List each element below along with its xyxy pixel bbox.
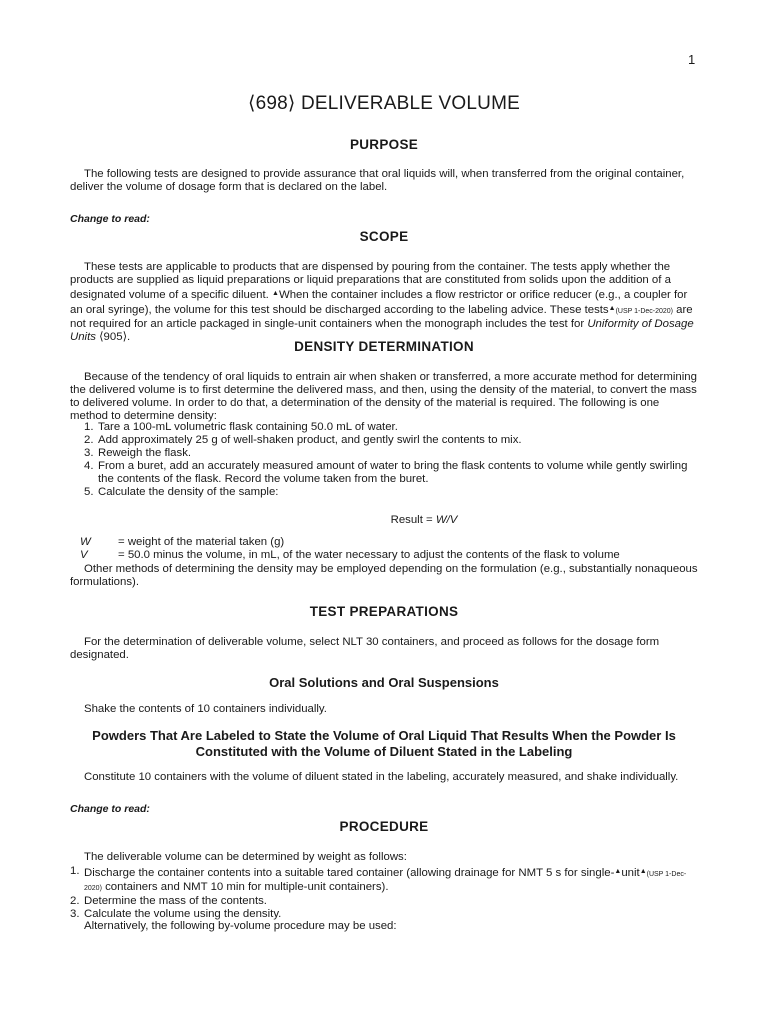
- test-preparations-heading: TEST PREPARATIONS: [309, 604, 459, 619]
- powders-heading: Powders That Are Labeled to State the Volume of Oral Liquid That Results When the Powder Is Constituted with the Volume of Diluent Stated in the Labeling: [92, 728, 676, 759]
- change-note: Change to read:: [70, 803, 150, 815]
- test-preparations-paragraph: For the determination of deliverable volume, select NLT 30 containers, and proceed as follows for the dosage form designated.: [70, 636, 660, 661]
- oral-solutions-heading: Oral Solutions and Oral Suspensions: [269, 675, 499, 690]
- list-item: 3. Reweigh the flask.: [84, 447, 192, 459]
- purpose-heading: PURPOSE: [349, 137, 419, 152]
- reference-title: Uniformity of Dosage Units: [70, 318, 694, 343]
- page-title: ⟨698⟩ DELIVERABLE VOLUME: [247, 93, 520, 114]
- revision-open-mark: ▲: [272, 290, 279, 297]
- list-item: 3. Calculate the volume using the density.: [70, 908, 282, 920]
- procedure-intro: The deliverable volume can be determined by weight as follows:: [84, 851, 407, 863]
- revision-close-mark: ▲: [608, 305, 616, 312]
- variable-definition: W = weight of the material taken (g): [80, 536, 285, 548]
- density-intro: Because of the tendency of oral liquids to entrain air when shaken or transferred, a more accurate method for determining the delivered volume is to first determine the delivered mass, and then, using the density of the material, to convert the mass to delivered volume. In order to do that, a determination of the density of the material is required. The following is one method to determine density:: [70, 371, 697, 422]
- list-item: 5. Calculate the density of the sample:: [84, 486, 279, 498]
- density-heading: DENSITY DETERMINATION: [294, 339, 474, 354]
- purpose-paragraph: The following tests are designed to provide assurance that oral liquids will, when transferred from the original container, deliver the volume of dosage form that is declared on the label.: [70, 168, 685, 193]
- list-item: 1. Tare a 100-mL volumetric flask containing 50.0 mL of water.: [84, 421, 398, 433]
- scope-paragraph: These tests are applicable to products that are dispensed by pouring from the container. The tests apply whether the products are supplied as liquid preparations or liquid preparations that are constituted from solids upon the addition of a designated volume of a specific diluent. ▲When the container includes a flow restrictor or orifice reducer (e.g., a coupler for an oral syringe), the volume for this test should be discharged according to the labeling advice. These tests▲(USP 1-Dec-2020) are not required for an article packaged in single-unit containers when the monograph includes the test for Uniformity of Dosage Units ⟨905⟩.: [70, 261, 694, 343]
- list-item: 2. Add approximately 25 g of well-shaken product, and gently swirl the contents to mix.: [84, 434, 522, 446]
- page-number: 1: [688, 52, 696, 67]
- list-item: 1. Discharge the container contents into a suitable tared container (allowing drainage for NMT 5 s for single-▲unit▲(USP 1-Dec-2020) containers and NMT 10 min for multiple-unit containers).: [70, 865, 687, 893]
- revision-date: (USP 1-Dec-2020): [615, 308, 674, 315]
- change-note: Change to read:: [70, 213, 150, 225]
- list-item: 4. From a buret, add an accurately measured amount of water to bring the flask contents to volume while gently swirling the contents of the flask. Record the volume taken from the buret.: [84, 460, 688, 485]
- density-other-methods: Other methods of determining the density may be employed depending on the formulation (e.g., substantially nonaqueous formulations).: [70, 563, 698, 588]
- scope-heading: SCOPE: [359, 229, 409, 244]
- revision-close-mark: ▲: [639, 868, 647, 875]
- density-steps: [70, 421, 698, 499]
- density-equation: Result = W/V: [390, 514, 458, 526]
- revision-open-mark: ▲: [614, 868, 622, 875]
- list-item: 2. Determine the mass of the contents.: [70, 895, 267, 907]
- procedure-heading: PROCEDURE: [339, 819, 429, 834]
- revision-date: (USP 1-Dec-2020): [84, 871, 687, 892]
- procedure-steps: [70, 865, 698, 921]
- powders-paragraph: Constitute 10 containers with the volume of diluent stated in the labeling, accurately measured, and shake individually.: [84, 771, 679, 783]
- variable-definition: V = 50.0 minus the volume, in mL, of the water necessary to adjust the contents of the flask to volume: [80, 549, 620, 561]
- oral-solutions-paragraph: Shake the contents of 10 containers individually.: [84, 703, 327, 715]
- procedure-alternative: Alternatively, the following by-volume procedure may be used:: [84, 920, 397, 932]
